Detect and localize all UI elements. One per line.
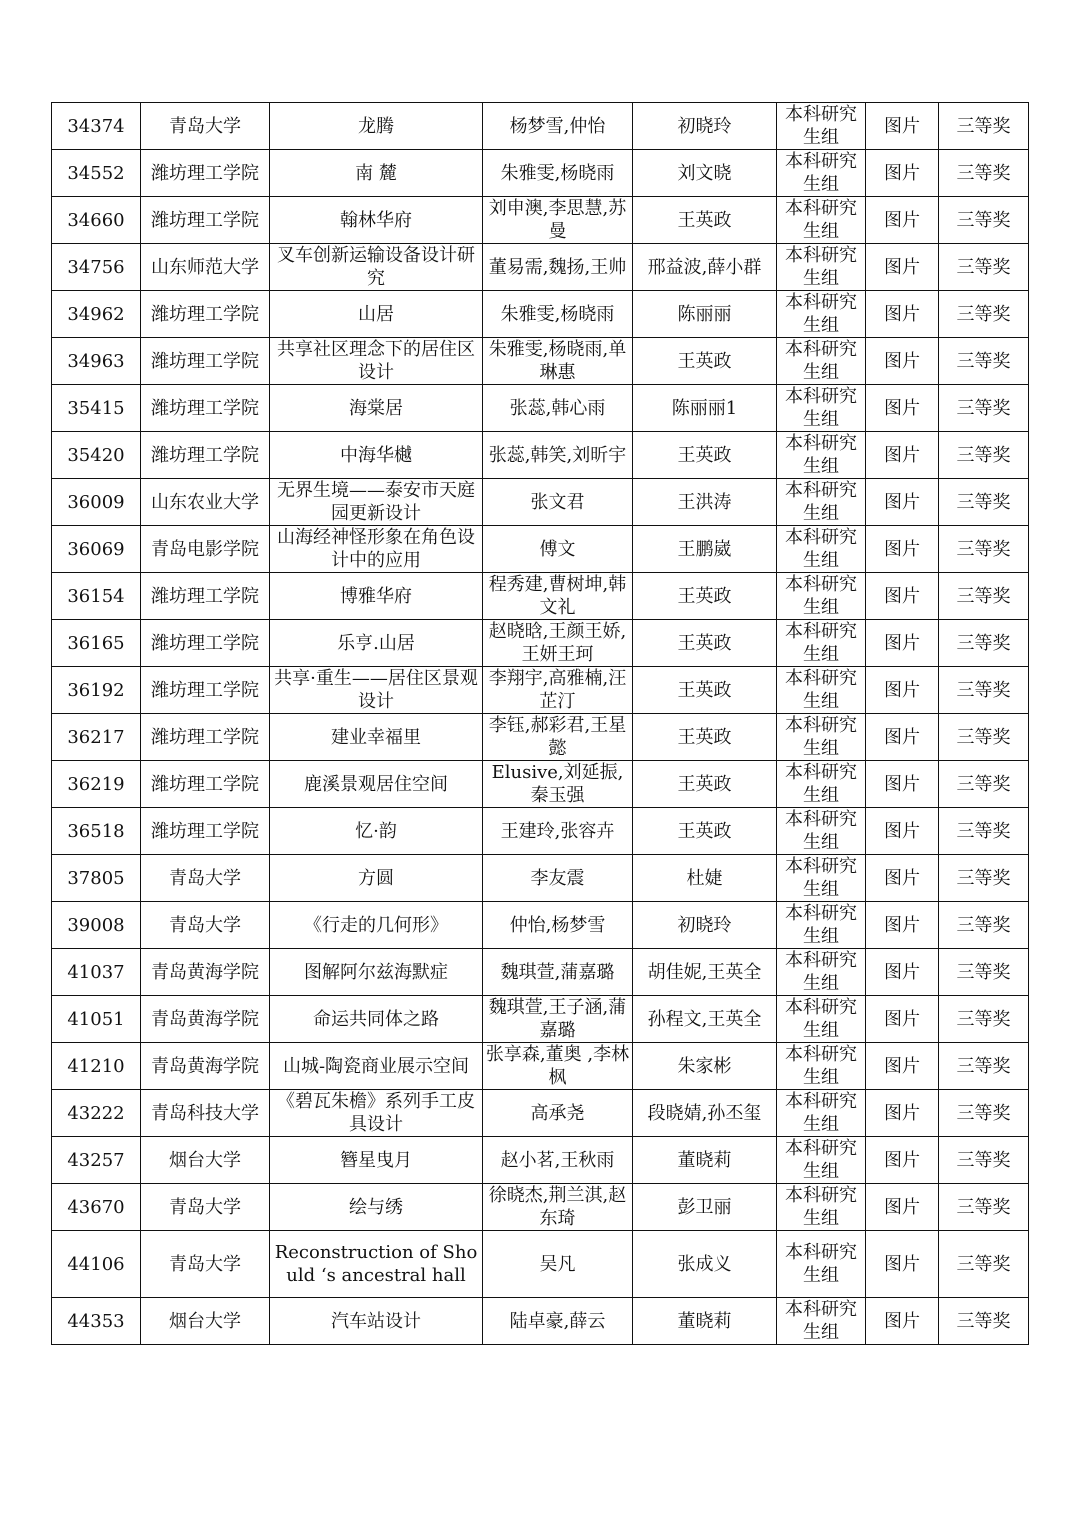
group-category: 本科研究生组 <box>777 1231 866 1298</box>
work-title: 绘与绣 <box>270 1184 483 1231</box>
award-level: 三等奖 <box>939 197 1029 244</box>
award-level: 三等奖 <box>939 479 1029 526</box>
authors: 董易需,魏扬,王帅 <box>483 244 633 291</box>
group-category: 本科研究生组 <box>777 432 866 479</box>
work-title: Reconstruction of Should ‘s ancestral hall <box>270 1231 483 1298</box>
advisor: 杜婕 <box>633 855 777 902</box>
table-row <box>52 432 1029 479</box>
work-type: 图片 <box>866 949 939 996</box>
authors: 朱雅雯,杨晓雨,单琳惠 <box>483 338 633 385</box>
advisor: 刘文晓 <box>633 150 777 197</box>
table-row <box>52 1137 1029 1184</box>
school-name: 青岛大学 <box>141 103 270 150</box>
advisor: 王英政 <box>633 761 777 808</box>
authors: 李钰,郝彩君,王星懿 <box>483 714 633 761</box>
work-type: 图片 <box>866 432 939 479</box>
school-name: 潍坊理工学院 <box>141 291 270 338</box>
authors: 陆卓豪,薛云 <box>483 1298 633 1345</box>
school-name: 潍坊理工学院 <box>141 620 270 667</box>
authors: 王建玲,张容卉 <box>483 808 633 855</box>
work-type: 图片 <box>866 1231 939 1298</box>
school-name: 青岛黄海学院 <box>141 1043 270 1090</box>
school-name: 烟台大学 <box>141 1298 270 1345</box>
table-row <box>52 620 1029 667</box>
award-level: 三等奖 <box>939 385 1029 432</box>
entry-id: 39008 <box>52 902 141 949</box>
group-category: 本科研究生组 <box>777 103 866 150</box>
work-title: 《行走的几何形》 <box>270 902 483 949</box>
entry-id: 41037 <box>52 949 141 996</box>
entry-id: 36518 <box>52 808 141 855</box>
table-row <box>52 1298 1029 1345</box>
entry-id: 43222 <box>52 1090 141 1137</box>
work-title: 命运共同体之路 <box>270 996 483 1043</box>
entry-id: 36219 <box>52 761 141 808</box>
work-type: 图片 <box>866 479 939 526</box>
work-type: 图片 <box>866 667 939 714</box>
school-name: 潍坊理工学院 <box>141 385 270 432</box>
group-category: 本科研究生组 <box>777 197 866 244</box>
work-type: 图片 <box>866 1298 939 1345</box>
school-name: 潍坊理工学院 <box>141 714 270 761</box>
group-category: 本科研究生组 <box>777 996 866 1043</box>
authors: 赵小茗,王秋雨 <box>483 1137 633 1184</box>
advisor: 王英政 <box>633 808 777 855</box>
advisor: 董晓莉 <box>633 1137 777 1184</box>
entry-id: 34963 <box>52 338 141 385</box>
work-title: 乐亨.山居 <box>270 620 483 667</box>
advisor: 陈丽丽1 <box>633 385 777 432</box>
authors: 高承尧 <box>483 1090 633 1137</box>
group-category: 本科研究生组 <box>777 761 866 808</box>
work-title: 共享·重生——居住区景观设计 <box>270 667 483 714</box>
table-row <box>52 902 1029 949</box>
award-level: 三等奖 <box>939 150 1029 197</box>
work-type: 图片 <box>866 244 939 291</box>
award-level: 三等奖 <box>939 244 1029 291</box>
work-type: 图片 <box>866 150 939 197</box>
work-type: 图片 <box>866 996 939 1043</box>
authors: 朱雅雯,杨晓雨 <box>483 291 633 338</box>
work-title: 簪星曳月 <box>270 1137 483 1184</box>
authors: 魏琪萱,蒲嘉璐 <box>483 949 633 996</box>
work-title: 汽车站设计 <box>270 1298 483 1345</box>
group-category: 本科研究生组 <box>777 808 866 855</box>
group-category: 本科研究生组 <box>777 150 866 197</box>
work-title: 翰林华府 <box>270 197 483 244</box>
school-name: 潍坊理工学院 <box>141 761 270 808</box>
table-row <box>52 526 1029 573</box>
award-level: 三等奖 <box>939 291 1029 338</box>
award-level: 三等奖 <box>939 1043 1029 1090</box>
work-type: 图片 <box>866 573 939 620</box>
advisor: 彭卫丽 <box>633 1184 777 1231</box>
work-title: 图解阿尔兹海默症 <box>270 949 483 996</box>
entry-id: 34962 <box>52 291 141 338</box>
table-row <box>52 197 1029 244</box>
group-category: 本科研究生组 <box>777 573 866 620</box>
work-type: 图片 <box>866 526 939 573</box>
group-category: 本科研究生组 <box>777 1184 866 1231</box>
advisor: 陈丽丽 <box>633 291 777 338</box>
entry-id: 36217 <box>52 714 141 761</box>
table-row <box>52 150 1029 197</box>
advisor: 王洪涛 <box>633 479 777 526</box>
school-name: 潍坊理工学院 <box>141 808 270 855</box>
entry-id: 43257 <box>52 1137 141 1184</box>
group-category: 本科研究生组 <box>777 291 866 338</box>
work-title: 博雅华府 <box>270 573 483 620</box>
work-type: 图片 <box>866 385 939 432</box>
work-type: 图片 <box>866 1137 939 1184</box>
entry-id: 34660 <box>52 197 141 244</box>
award-level: 三等奖 <box>939 620 1029 667</box>
entry-id: 36154 <box>52 573 141 620</box>
table-row <box>52 1043 1029 1090</box>
award-level: 三等奖 <box>939 526 1029 573</box>
work-type: 图片 <box>866 338 939 385</box>
award-level: 三等奖 <box>939 667 1029 714</box>
work-type: 图片 <box>866 855 939 902</box>
entry-id: 36165 <box>52 620 141 667</box>
advisor: 王英政 <box>633 620 777 667</box>
work-title: 南 麓 <box>270 150 483 197</box>
work-title: 龙腾 <box>270 103 483 150</box>
work-title: 无界生境——泰安市天庭园更新设计 <box>270 479 483 526</box>
work-title: 山居 <box>270 291 483 338</box>
advisor: 董晓莉 <box>633 1298 777 1345</box>
award-level: 三等奖 <box>939 1090 1029 1137</box>
award-level: 三等奖 <box>939 949 1029 996</box>
work-title: 中海华樾 <box>270 432 483 479</box>
work-title: 叉车创新运输设备设计研究 <box>270 244 483 291</box>
award-level: 三等奖 <box>939 338 1029 385</box>
advisor: 孙程文,王英全 <box>633 996 777 1043</box>
school-name: 青岛大学 <box>141 855 270 902</box>
award-level: 三等奖 <box>939 714 1029 761</box>
table-row <box>52 573 1029 620</box>
authors: 杨梦雪,仲怡 <box>483 103 633 150</box>
entry-id: 44106 <box>52 1231 141 1298</box>
group-category: 本科研究生组 <box>777 479 866 526</box>
entry-id: 36192 <box>52 667 141 714</box>
table-row <box>52 667 1029 714</box>
authors: 傅文 <box>483 526 633 573</box>
table-row <box>52 761 1029 808</box>
group-category: 本科研究生组 <box>777 244 866 291</box>
work-type: 图片 <box>866 1043 939 1090</box>
authors: 张享森,董奥 ,李林枫 <box>483 1043 633 1090</box>
authors: 张文君 <box>483 479 633 526</box>
entry-id: 44353 <box>52 1298 141 1345</box>
group-category: 本科研究生组 <box>777 526 866 573</box>
school-name: 山东农业大学 <box>141 479 270 526</box>
entry-id: 37805 <box>52 855 141 902</box>
group-category: 本科研究生组 <box>777 714 866 761</box>
entry-id: 34756 <box>52 244 141 291</box>
school-name: 青岛电影学院 <box>141 526 270 573</box>
group-category: 本科研究生组 <box>777 855 866 902</box>
school-name: 青岛大学 <box>141 1231 270 1298</box>
work-title: 山海经神怪形象在角色设计中的应用 <box>270 526 483 573</box>
table-row <box>52 1184 1029 1231</box>
school-name: 青岛大学 <box>141 1184 270 1231</box>
advisor: 初晓玲 <box>633 902 777 949</box>
school-name: 潍坊理工学院 <box>141 338 270 385</box>
work-title: 方圆 <box>270 855 483 902</box>
advisor: 王英政 <box>633 667 777 714</box>
award-level: 三等奖 <box>939 996 1029 1043</box>
table-body <box>52 103 1029 1345</box>
authors: 张蕊,韩心雨 <box>483 385 633 432</box>
table-row <box>52 479 1029 526</box>
school-name: 潍坊理工学院 <box>141 432 270 479</box>
work-type: 图片 <box>866 103 939 150</box>
authors: 张蕊,韩笑,刘昕宇 <box>483 432 633 479</box>
work-type: 图片 <box>866 620 939 667</box>
advisor: 王英政 <box>633 197 777 244</box>
entry-id: 41051 <box>52 996 141 1043</box>
group-category: 本科研究生组 <box>777 338 866 385</box>
advisor: 朱家彬 <box>633 1043 777 1090</box>
group-category: 本科研究生组 <box>777 902 866 949</box>
table-row <box>52 1090 1029 1137</box>
school-name: 潍坊理工学院 <box>141 573 270 620</box>
work-title: 忆·韵 <box>270 808 483 855</box>
advisor: 张成义 <box>633 1231 777 1298</box>
advisor: 王英政 <box>633 714 777 761</box>
authors: Elusive,刘延振,秦玉强 <box>483 761 633 808</box>
award-level: 三等奖 <box>939 1231 1029 1298</box>
advisor: 王英政 <box>633 432 777 479</box>
group-category: 本科研究生组 <box>777 949 866 996</box>
work-title: 《碧瓦朱檐》系列手工皮具设计 <box>270 1090 483 1137</box>
table-row <box>52 291 1029 338</box>
authors: 赵晓晗,王颜王娇,王妍王珂 <box>483 620 633 667</box>
work-title: 海棠居 <box>270 385 483 432</box>
table-row <box>52 385 1029 432</box>
school-name: 潍坊理工学院 <box>141 197 270 244</box>
table-row <box>52 338 1029 385</box>
table-row <box>52 996 1029 1043</box>
entry-id: 41210 <box>52 1043 141 1090</box>
work-type: 图片 <box>866 1184 939 1231</box>
school-name: 青岛黄海学院 <box>141 996 270 1043</box>
group-category: 本科研究生组 <box>777 1043 866 1090</box>
work-title: 鹿溪景观居住空间 <box>270 761 483 808</box>
authors: 徐晓杰,荆兰淇,赵东琦 <box>483 1184 633 1231</box>
school-name: 潍坊理工学院 <box>141 150 270 197</box>
work-type: 图片 <box>866 902 939 949</box>
school-name: 青岛黄海学院 <box>141 949 270 996</box>
entry-id: 36069 <box>52 526 141 573</box>
advisor: 王鹏崴 <box>633 526 777 573</box>
school-name: 青岛科技大学 <box>141 1090 270 1137</box>
table-row <box>52 103 1029 150</box>
award-level: 三等奖 <box>939 103 1029 150</box>
work-type: 图片 <box>866 291 939 338</box>
authors: 朱雅雯,杨晓雨 <box>483 150 633 197</box>
work-type: 图片 <box>866 808 939 855</box>
group-category: 本科研究生组 <box>777 620 866 667</box>
school-name: 烟台大学 <box>141 1137 270 1184</box>
school-name: 山东师范大学 <box>141 244 270 291</box>
awards-table <box>51 102 1029 1345</box>
authors: 程秀建,曹树坤,韩文礼 <box>483 573 633 620</box>
advisor: 段晓婧,孙丕玺 <box>633 1090 777 1137</box>
award-level: 三等奖 <box>939 855 1029 902</box>
work-type: 图片 <box>866 714 939 761</box>
advisor: 胡佳妮,王英全 <box>633 949 777 996</box>
entry-id: 43670 <box>52 1184 141 1231</box>
entry-id: 35415 <box>52 385 141 432</box>
table-row <box>52 855 1029 902</box>
group-category: 本科研究生组 <box>777 385 866 432</box>
work-type: 图片 <box>866 761 939 808</box>
table-row <box>52 949 1029 996</box>
authors: 仲怡,杨梦雪 <box>483 902 633 949</box>
award-level: 三等奖 <box>939 902 1029 949</box>
entry-id: 36009 <box>52 479 141 526</box>
authors: 刘申澳,李思慧,苏曼 <box>483 197 633 244</box>
entry-id: 34374 <box>52 103 141 150</box>
award-level: 三等奖 <box>939 1137 1029 1184</box>
advisor: 王英政 <box>633 573 777 620</box>
table-row <box>52 244 1029 291</box>
work-type: 图片 <box>866 197 939 244</box>
award-level: 三等奖 <box>939 1184 1029 1231</box>
table-row <box>52 1231 1029 1298</box>
award-level: 三等奖 <box>939 432 1029 479</box>
work-type: 图片 <box>866 1090 939 1137</box>
award-level: 三等奖 <box>939 1298 1029 1345</box>
school-name: 潍坊理工学院 <box>141 667 270 714</box>
advisor: 王英政 <box>633 338 777 385</box>
authors: 李友震 <box>483 855 633 902</box>
entry-id: 34552 <box>52 150 141 197</box>
school-name: 青岛大学 <box>141 902 270 949</box>
group-category: 本科研究生组 <box>777 667 866 714</box>
authors: 吴凡 <box>483 1231 633 1298</box>
award-level: 三等奖 <box>939 761 1029 808</box>
work-title: 共享社区理念下的居住区设计 <box>270 338 483 385</box>
group-category: 本科研究生组 <box>777 1090 866 1137</box>
advisor: 初晓玲 <box>633 103 777 150</box>
table-row <box>52 808 1029 855</box>
work-title: 建业幸福里 <box>270 714 483 761</box>
award-level: 三等奖 <box>939 808 1029 855</box>
group-category: 本科研究生组 <box>777 1137 866 1184</box>
group-category: 本科研究生组 <box>777 1298 866 1345</box>
authors: 魏琪萱,王子涵,蒲嘉璐 <box>483 996 633 1043</box>
table-row <box>52 714 1029 761</box>
authors: 李翔宇,高雅楠,汪芷汀 <box>483 667 633 714</box>
award-level: 三等奖 <box>939 573 1029 620</box>
entry-id: 35420 <box>52 432 141 479</box>
advisor: 邢益波,薛小群 <box>633 244 777 291</box>
work-title: 山城-陶瓷商业展示空间 <box>270 1043 483 1090</box>
